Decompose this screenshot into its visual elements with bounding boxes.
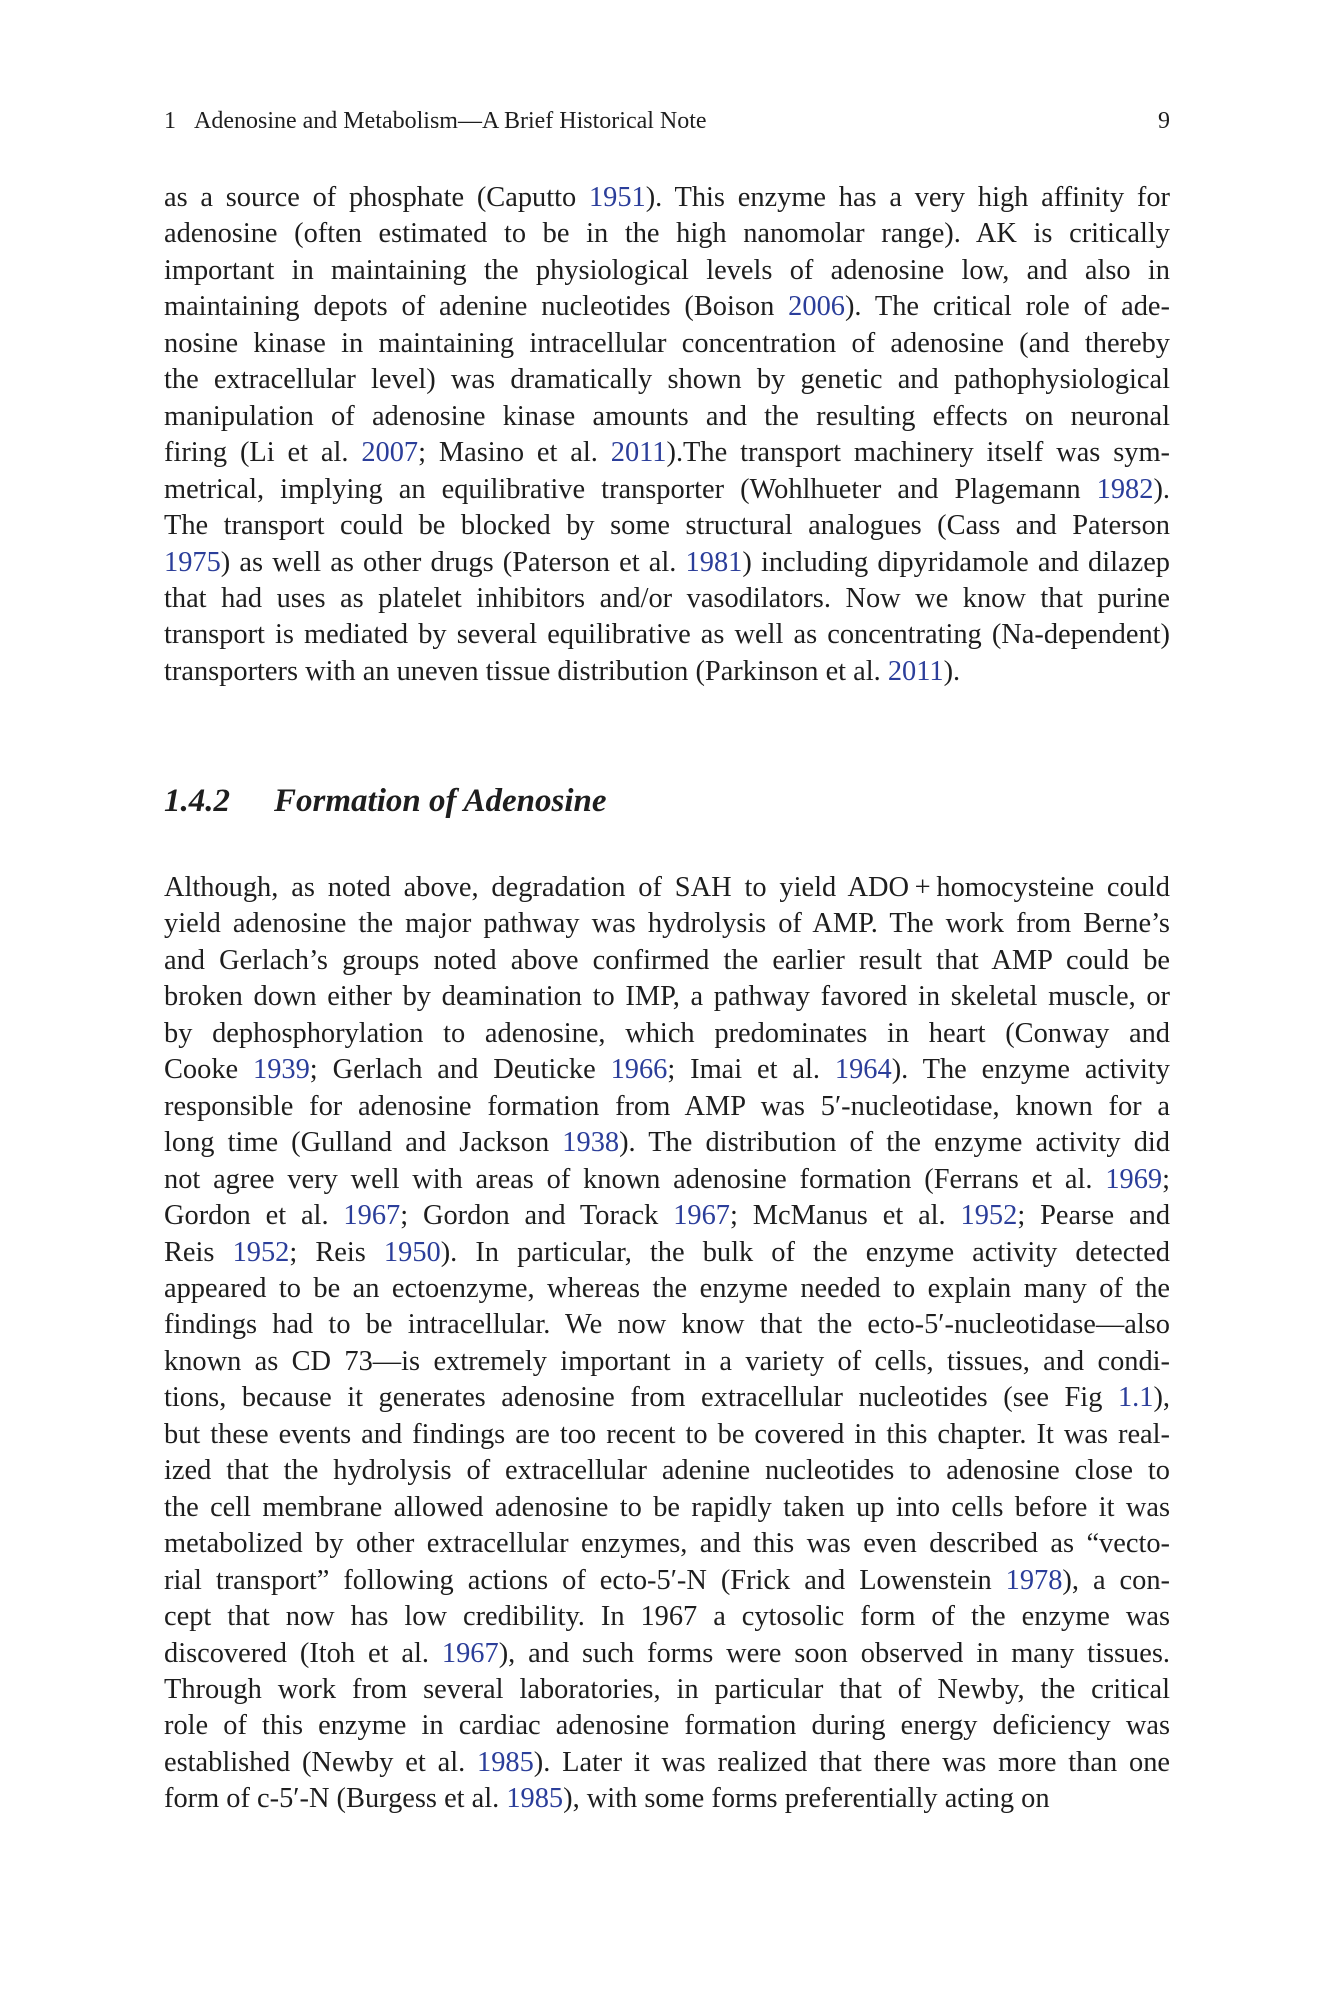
text-line: Although, as noted above, degradation of SAH to yield ADO + homocysteine could — [164, 872, 1170, 903]
text-line: nosine kinase in maintaining intracellular concentration of adenosine (and thereby — [164, 327, 1170, 359]
section-title: Formation of Adenosine — [274, 783, 607, 819]
text-line: established (Newby et al. 1985). Later it was realized that there was more than one — [164, 1746, 1170, 1778]
text-line: manipulation of adenosine kinase amounts and the resulting effects on neuronal — [164, 400, 1170, 432]
citation-link[interactable]: 1964 — [834, 1054, 892, 1086]
citation-link[interactable]: 1950 — [383, 1236, 441, 1268]
chapter-number: 1 — [164, 108, 176, 134]
text-line: Reis 1952; Reis 1950). In particular, the bulk of the enzyme activity detected — [164, 1236, 1170, 1268]
text-line: yield adenosine the major pathway was hydrolysis of AMP. The work from Berne’s — [164, 908, 1170, 940]
citation-link[interactable]: 1978 — [1005, 1564, 1063, 1596]
citation-link[interactable]: 1975 — [164, 546, 221, 578]
text-line: not agree very well with areas of known adenosine formation (Ferrans et al. 1969; — [164, 1163, 1170, 1195]
text-line: known as CD 73—is extremely important in a variety of cells, tissues, and condi- — [164, 1345, 1170, 1377]
text-line: 1975) as well as other drugs (Paterson et al. 1981) including dipyridamole and dilazep — [164, 546, 1170, 578]
text-line: transport is mediated by several equilibrative as well as concentrating (Na-dependent) — [164, 619, 1170, 651]
text-line: form of c-5′-N (Burgess et al. 1985), with some forms preferentially acting on — [164, 1783, 1050, 1815]
chapter-title: Adenosine and Metabolism—A Brief Historical Note — [194, 108, 707, 134]
text-line: metrical, implying an equilibrative transporter (Wohlhueter and Plagemann 1982). — [164, 473, 1170, 505]
text-line: responsible for adenosine formation from AMP was 5′-nucleotidase, known for a — [164, 1090, 1170, 1122]
text-line: tions, because it generates adenosine from extracellular nucleotides (see Fig 1.1), — [164, 1382, 1170, 1414]
citation-link[interactable]: 1985 — [506, 1783, 564, 1815]
citation-link[interactable]: 1981 — [685, 546, 743, 578]
citation-link[interactable]: 1952 — [960, 1200, 1018, 1232]
text-line: broken down either by deamination to IMP, a pathway favored in skeletal muscle, or — [164, 981, 1170, 1013]
page-number: 9 — [1158, 108, 1170, 134]
citation-link[interactable]: 1985 — [477, 1746, 534, 1778]
citation-link[interactable]: 1969 — [1105, 1163, 1163, 1195]
citation-link[interactable]: 2011 — [610, 437, 667, 469]
text-line: discovered (Itoh et al. 1967), and such forms were soon observed in many tissues. — [164, 1637, 1170, 1669]
text-line: Through work from several laboratories, in particular that of Newby, the critical — [164, 1673, 1170, 1705]
text-line: the cell membrane allowed adenosine to be rapidly taken up into cells before it was — [164, 1491, 1170, 1523]
text-line: the extracellular level) was dramatically shown by genetic and pathophysiological — [164, 364, 1170, 396]
text-line: and Gerlach’s groups noted above confirmed the earlier result that AMP could be — [164, 944, 1170, 976]
text-line: findings had to be intracellular. We now know that the ecto-5′-nucleotidase—also — [164, 1309, 1170, 1341]
section-number: 1.4.2 — [164, 783, 230, 819]
running-head-chapter — [164, 106, 707, 136]
text-line: role of this enzyme in cardiac adenosine formation during energy deficiency was — [164, 1710, 1170, 1742]
text-line: The transport could be blocked by some structural analogues (Cass and Paterson — [164, 510, 1170, 542]
citation-link[interactable]: 1967 — [673, 1200, 730, 1232]
citation-link[interactable]: 1951 — [588, 182, 646, 213]
citation-link[interactable]: 1982 — [1096, 473, 1154, 505]
text-line: by dephosphorylation to adenosine, which predominates in heart (Conway and — [164, 1017, 1170, 1049]
text-line: adenosine (often estimated to be in the high nanomolar range). AK is critically — [164, 218, 1170, 250]
text-line: as a source of phosphate (Caputto 1951). This enzyme has a very high affinity for — [164, 182, 1170, 213]
text-line: ized that the hydrolysis of extracellular adenine nucleotides to adenosine close to — [164, 1455, 1170, 1487]
text-line: that had uses as platelet inhibitors and/or vasodilators. Now we know that purine — [164, 582, 1170, 614]
paragraph-formation — [164, 870, 1170, 1818]
section-heading — [164, 780, 607, 822]
text-line: Cooke 1939; Gerlach and Deuticke 1966; Imai et al. 1964). The enzyme activity — [164, 1054, 1170, 1086]
text-line: important in maintaining the physiological levels of adenosine low, and also in — [164, 254, 1170, 286]
text-line: transporters with an uneven tissue distribution (Parkinson et al. 2011). — [164, 655, 961, 687]
citation-link[interactable]: 1952 — [232, 1236, 290, 1268]
text-line: Gordon et al. 1967; Gordon and Torack 1967; McManus et al. 1952; Pearse and — [164, 1200, 1171, 1232]
citation-link[interactable]: 2006 — [788, 291, 845, 323]
text-line: firing (Li et al. 2007; Masino et al. 2011).The transport machinery itself was sym- — [164, 437, 1170, 469]
text-line: appeared to be an ectoenzyme, whereas the enzyme needed to explain many of the — [164, 1272, 1170, 1304]
page — [164, 0, 1170, 1999]
citation-link[interactable]: 1966 — [610, 1054, 668, 1086]
text-line: maintaining depots of adenine nucleotides (Boison 2006). The critical role of ade- — [164, 291, 1170, 323]
citation-link[interactable]: 1938 — [562, 1127, 620, 1159]
paragraph-transport — [164, 180, 1170, 690]
citation-link[interactable]: 1939 — [253, 1054, 310, 1086]
citation-link[interactable]: 1967 — [441, 1637, 499, 1669]
citation-link[interactable]: 2011 — [887, 655, 944, 687]
running-head — [164, 106, 1170, 136]
text-line: cept that now has low credibility. In 1967 a cytosolic form of the enzyme was — [164, 1601, 1170, 1633]
text-line: but these events and findings are too recent to be covered in this chapter. It was real- — [164, 1418, 1170, 1450]
citation-link[interactable]: 1.1 — [1117, 1382, 1154, 1414]
citation-link[interactable]: 1967 — [343, 1200, 401, 1232]
citation-link[interactable]: 2007 — [361, 437, 419, 469]
text-line: long time (Gulland and Jackson 1938). The distribution of the enzyme activity did — [164, 1127, 1170, 1159]
text-line: metabolized by other extracellular enzymes, and this was even described as “vecto- — [164, 1528, 1170, 1560]
text-line: rial transport” following actions of ecto-5′-N (Frick and Lowenstein 1978), a con- — [164, 1564, 1170, 1596]
